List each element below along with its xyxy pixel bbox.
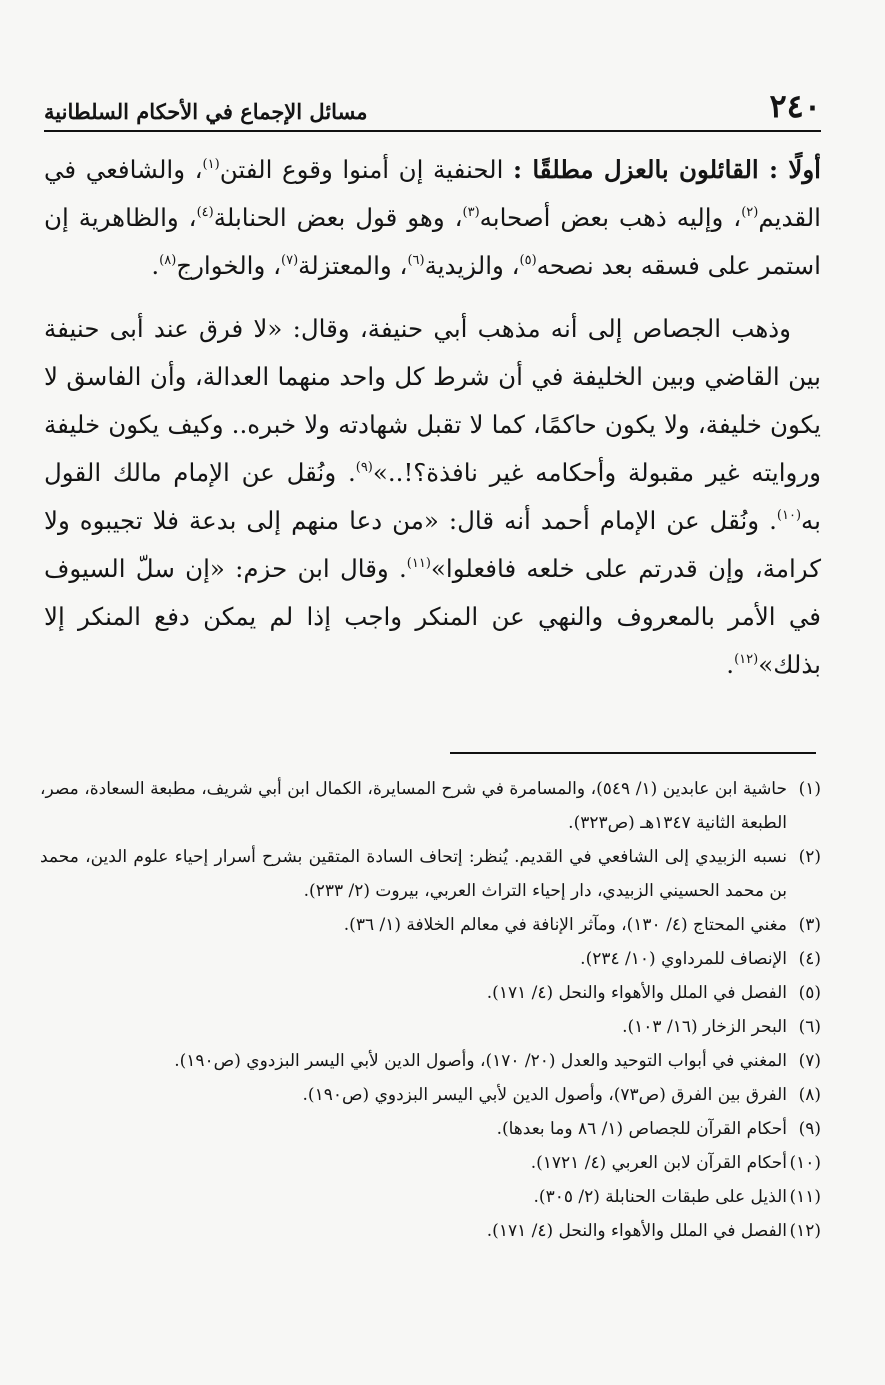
footnote-separator bbox=[450, 752, 816, 754]
footnote-number: (١١) bbox=[789, 1187, 821, 1207]
footnote bbox=[40, 976, 821, 1010]
text-run: . ونُقل عن الإمام أحمد أنه قال: «من دعا منهم إلى بدعة فلا تجيبوه ولا كرامة، وإن قدرتم على خلعه فافعلوا» bbox=[44, 506, 821, 583]
footnote-text: الفصل في الملل والأهواء والنحل (٤/ ١٧١). bbox=[486, 1221, 787, 1241]
running-title: مسائل الإجماع في الأحكام السلطانية bbox=[44, 99, 368, 124]
paragraph-1 bbox=[44, 146, 821, 290]
text-run: . وقال ابن حزم: «إن سلّ السيوف في الأمر بالمعروف والنهي عن المنكر واجب إذا لم يمكن دفع المنكر إلا بذلك» bbox=[44, 554, 821, 679]
paragraph-2 bbox=[44, 305, 821, 689]
footnote-marker: (٥) bbox=[519, 253, 537, 268]
section-lead: أولًا : القائلون بالعزل مطلقًا : bbox=[513, 155, 821, 184]
footnote-text: الفرق بين الفرق (ص٧٣)، وأصول الدين لأبي اليسر البزدوي (ص١٩٠). bbox=[302, 1085, 787, 1105]
footnote-text: الفصل في الملل والأهواء والنحل (٤/ ١٧١). bbox=[486, 983, 787, 1003]
footnote-number: (٦) bbox=[798, 1017, 821, 1037]
footnote-text: حاشية ابن عابدين (١/ ٥٤٩)، والمسامرة في شرح المسايرة، الكمال ابن أبي شريف، مطبعة السعادة، مصر، الطبعة الثانية ١٣٤٧هـ (ص٣٢٣). bbox=[40, 779, 788, 833]
footnotes bbox=[40, 772, 821, 1248]
footnote-number: (٧) bbox=[798, 1051, 821, 1071]
footnote-number: (٣) bbox=[798, 915, 821, 935]
footnote-number: (٩) bbox=[798, 1119, 821, 1139]
footnote-text: الإنصاف للمرداوي (١٠/ ٢٣٤). bbox=[580, 949, 787, 969]
footnote-number: (٨) bbox=[798, 1085, 821, 1105]
footnote-text: مغني المحتاج (٤/ ١٣٠)، ومآثر الإنافة في معالم الخلافة (١/ ٣٦). bbox=[343, 915, 787, 935]
footnote bbox=[40, 1146, 821, 1180]
text-run: ، وهو قول بعض الحنابلة bbox=[213, 203, 463, 232]
footnote bbox=[40, 1044, 821, 1078]
text-run: ، والمعتزلة bbox=[298, 251, 408, 280]
footnote-text: نسبه الزبيدي إلى الشافعي في القديم. يُنظر: إتحاف السادة المتقين بشرح أسرار إحياء علوم الدين، محمد بن محمد الحسيني الزبيدي، دار إحياء التراث العربي، بيروت (٢/ ٢٣٣). bbox=[40, 847, 788, 901]
footnote-marker: (١٢) bbox=[734, 652, 759, 667]
footnote-marker: (٢) bbox=[741, 205, 759, 220]
footnote bbox=[40, 1214, 821, 1248]
footnote-text: أحكام القرآن لابن العربي (٤/ ١٧٢١). bbox=[530, 1153, 787, 1173]
footnote-marker: (٧) bbox=[281, 253, 299, 268]
footnote bbox=[40, 1180, 821, 1214]
text-run: الحنفية إن أمنوا وقوع الفتن bbox=[219, 155, 513, 184]
text-run: . ونُقل عن الإمام مالك القول به bbox=[44, 458, 821, 535]
footnote bbox=[40, 908, 821, 942]
footnote-text: البحر الزخار (١٦/ ١٠٣). bbox=[622, 1017, 787, 1037]
footnote-number: (٢) bbox=[798, 847, 821, 867]
footnote-number: (٤) bbox=[798, 949, 821, 969]
text-run: . bbox=[151, 251, 160, 280]
footnote-marker: (١) bbox=[202, 157, 220, 172]
footnote-text: المغني في أبواب التوحيد والعدل (٢٠/ ١٧٠)، وأصول الدين لأبي اليسر البزدوي (ص١٩٠). bbox=[174, 1051, 787, 1071]
footnote bbox=[40, 1078, 821, 1112]
footnote-number: (١٠) bbox=[789, 1153, 821, 1173]
footnote-number: (١) bbox=[798, 779, 821, 799]
page-header bbox=[44, 82, 821, 132]
footnote-marker: (٨) bbox=[159, 253, 177, 268]
footnote-text: الذيل على طبقات الحنابلة (٢/ ٣٠٥). bbox=[533, 1187, 787, 1207]
footnote-number: (١٢) bbox=[789, 1221, 821, 1241]
text-run: ، والخوارج bbox=[176, 251, 281, 280]
footnote bbox=[40, 942, 821, 976]
footnote-text: أحكام القرآن للجصاص (١/ ٨٦ وما بعدها). bbox=[496, 1119, 787, 1139]
footnote-marker: (٣) bbox=[462, 205, 480, 220]
footnote-marker: (٩) bbox=[355, 460, 373, 475]
main-text bbox=[44, 146, 821, 704]
text-run: ، وإليه ذهب بعض أصحابه bbox=[479, 203, 742, 232]
text-run: وذهب الجصاص إلى أنه مذهب أبي حنيفة، وقال: «لا فرق عند أبى حنيفة بين القاضي وبين الخليفة في أن شرط كل واحد منهما العدالة، وأن الفاسق لا يكون خليفة، ولا يكون حاكمًا، كما لا تقبل شهادته ولا خبره.. وكيف يكون خليفة وروايته غير مقبولة وأحكامه غير نافذة؟!..» bbox=[44, 314, 821, 487]
footnote-marker: (٦) bbox=[407, 253, 425, 268]
footnote-number: (٥) bbox=[798, 983, 821, 1003]
footnote bbox=[40, 1112, 821, 1146]
text-run: ، والظاهرية إن استمر على فسقه بعد نصحه bbox=[44, 203, 821, 280]
footnote bbox=[40, 840, 821, 908]
text-run: . bbox=[726, 650, 735, 679]
footnote-marker: (٤) bbox=[196, 205, 214, 220]
page-number: ٢٤٠ bbox=[769, 87, 821, 125]
footnote bbox=[40, 772, 821, 840]
footnote bbox=[40, 1010, 821, 1044]
text-run: ، والزيدية bbox=[424, 251, 520, 280]
footnote-marker: (١١) bbox=[406, 556, 431, 571]
footnote-marker: (١٠) bbox=[776, 508, 802, 523]
text-run: ، والشافعي في القديم bbox=[44, 155, 821, 232]
